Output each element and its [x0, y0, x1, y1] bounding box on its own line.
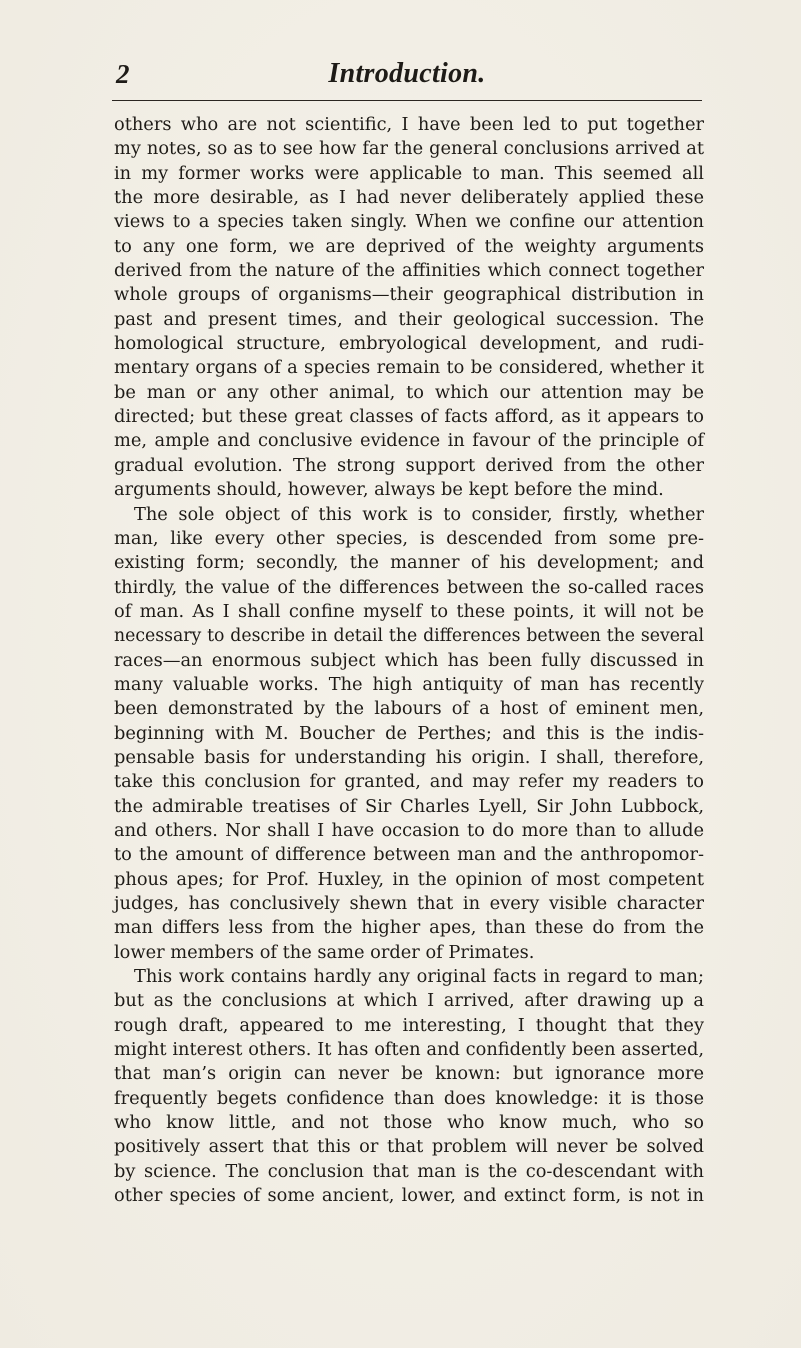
running-title: Introduction. — [328, 58, 486, 89]
text-line: frequently begets confidence than does knowledge: it is those — [114, 1087, 704, 1109]
text-line: by science. The conclusion that man is the co-descendant with — [114, 1160, 704, 1182]
text-line: races—an enormous subject which has been fully discussed in — [114, 649, 704, 671]
page-number: 2 — [116, 59, 130, 89]
text-line: beginning with M. Boucher de Perthes; and this is the indis- — [114, 722, 704, 744]
text-line: but as the conclusions at which I arrived, after drawing up a — [114, 990, 704, 1012]
text-line: be man or any other animal, to which our attention may be — [114, 381, 704, 403]
body-text — [114, 113, 704, 1208]
text-line: others who are not scientific, I have been led to put together — [114, 114, 704, 135]
text-line: me, ample and conclusive evidence in favour of the principle of — [114, 430, 704, 452]
text-line: the more desirable, as I had never deliberately applied these — [114, 187, 704, 209]
text-line: arguments should, however, always be kept before the mind. — [114, 479, 664, 501]
text-line: to any one form, we are deprived of the weighty arguments — [114, 235, 704, 257]
text-line: who know little, and not those who know much, who so — [114, 1112, 704, 1134]
text-line: necessary to describe in detail the differences between the several — [114, 626, 704, 647]
text-line: positively assert that this or that problem will never be solved — [114, 1136, 704, 1158]
text-line: other species of some ancient, lower, and extinct form, is not in — [114, 1185, 704, 1207]
text-line: of man. As I shall confine myself to these points, it will not be — [114, 600, 704, 622]
text-line: might interest others. It has often and confidently been asserted, — [114, 1039, 704, 1061]
text-line: thirdly, the value of the differences between the so-called races — [114, 576, 704, 598]
text-line: This work contains hardly any original facts in regard to man; — [134, 966, 704, 988]
text-line: homological structure, embryological development, and rudi- — [114, 333, 704, 355]
text-line: derived from the nature of the affinities which connect together — [114, 260, 704, 282]
text-line: the admirable treatises of Sir Charles Lyell, Sir John Lubbock, — [114, 795, 704, 817]
text-line: existing form; secondly, the manner of his development; and — [114, 552, 704, 574]
text-line: many valuable works. The high antiquity of man has recently — [114, 673, 704, 695]
text-line: man differs less from the higher apes, than these do from the — [114, 917, 704, 939]
text-line: and others. Nor shall I have occasion to do more than to allude — [114, 819, 704, 841]
text-line: man, like every other species, is descended from some pre- — [114, 527, 704, 549]
text-line: pensable basis for understanding his origin. I shall, therefore, — [114, 746, 704, 768]
text-line: judges, has conclusively shewn that in every visible character — [114, 893, 704, 914]
text-line: in my former works were applicable to man. This seemed all — [114, 162, 704, 184]
text-line: gradual evolution. The strong support derived from the other — [114, 454, 704, 476]
text-line: been demonstrated by the labours of a host of eminent men, — [114, 698, 704, 720]
text-line: take this conclusion for granted, and may refer my readers to — [114, 771, 704, 793]
text-line: that man’s origin can never be known: but ignorance more — [114, 1063, 704, 1085]
text-line: past and present times, and their geological succession. The — [114, 308, 704, 330]
text-line: phous apes; for Prof. Huxley, in the opinion of most competent — [114, 868, 704, 890]
page-header — [112, 58, 702, 106]
text-line: directed; but these great classes of facts afford, as it appears to — [114, 406, 704, 428]
text-line: to the amount of difference between man and the anthropomor- — [114, 844, 704, 866]
header-rule — [112, 100, 702, 101]
text-line: views to a species taken singly. When we confine our attention — [114, 211, 704, 233]
text-line: mentary organs of a species remain to be considered, whether it — [114, 357, 704, 379]
text-line: The sole object of this work is to consider, firstly, whether — [134, 503, 704, 525]
text-line: my notes, so as to see how far the general conclusions arrived at — [114, 138, 704, 160]
text-line: rough draft, appeared to me interesting, I thought that they — [114, 1014, 704, 1036]
text-line: lower members of the same order of Primates. — [114, 941, 535, 963]
text-line: whole groups of organisms—their geographical distribution in — [114, 284, 704, 306]
